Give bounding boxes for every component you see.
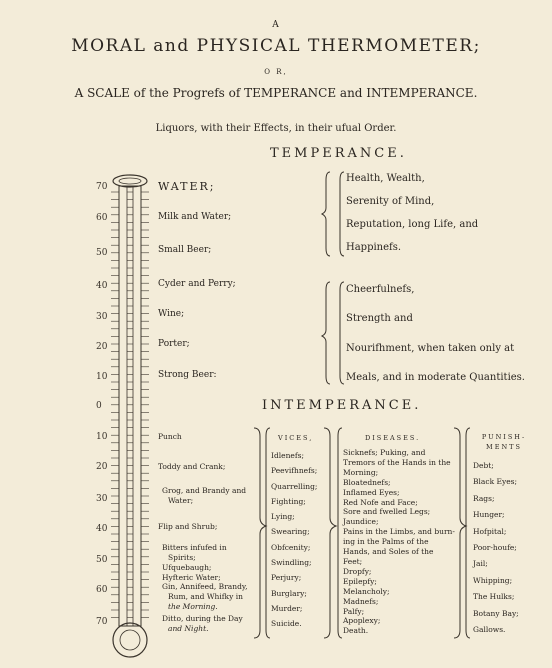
vices-list [271, 448, 317, 632]
list-item: Burglary; [271, 588, 307, 598]
scale-number: 40 [96, 524, 108, 534]
section-intemperance: INTEMPERANCE. [262, 398, 422, 413]
thermometer-frame [119, 186, 141, 626]
list-item: Death. [343, 626, 369, 636]
liquor-flip: Flip and Shrub; [158, 522, 218, 531]
list-item: Feet; [343, 556, 363, 566]
page-title: MORAL and PHYSICAL THERMOMETER; [71, 36, 481, 56]
list-item: Botany Bay; [473, 608, 519, 618]
list-item: Black Eyes; [473, 477, 518, 487]
liquor-small-beer: Small Beer; [158, 245, 212, 255]
scale-number: 40 [96, 281, 108, 291]
header-or: O R, [264, 68, 288, 76]
list-item: Inflamed Eyes; [343, 487, 400, 497]
list-item: The Hulks; [473, 592, 515, 602]
scale-number: 70 [96, 182, 108, 192]
list-item: Dropfy; [343, 566, 372, 576]
punishments-heading: PUNISH- MENTS [481, 433, 527, 451]
list-item: Palfy; [343, 606, 365, 616]
list-item: Whipping; [473, 575, 513, 585]
scale-number: 10 [96, 372, 108, 382]
scale-number: 60 [96, 585, 108, 595]
list-item: Lying; [271, 512, 295, 522]
effect-meals: Meals, and in moderate Quantities. [346, 372, 525, 383]
list-item: ing in the Palms of the [343, 537, 429, 547]
scale-number: 50 [96, 248, 108, 258]
liquor-ditto: Ditto, during the Day and Night. [162, 614, 243, 633]
list-item: Murder; [271, 603, 303, 613]
list-item: Swearing; [271, 527, 310, 537]
list-item: Epilepfy; [343, 576, 377, 586]
list-item: Pains in the Limbs, and burn- [343, 527, 455, 537]
diseases-list [343, 448, 455, 636]
list-item: Jail; [473, 559, 488, 569]
list-item: Peevifhnefs; [271, 466, 318, 476]
liquor-wine: Wine; [158, 309, 185, 319]
liquor-strong-beer: Strong Beer: [158, 370, 217, 380]
list-item: Madnefs; [343, 596, 379, 606]
list-item: Swindling; [271, 558, 312, 568]
list-item: Red Nofe and Face; [343, 497, 418, 507]
scale-number: 60 [96, 213, 108, 223]
list-item: Idlenefs; [271, 451, 305, 460]
list-item: Debt; [473, 461, 494, 470]
scale-number: 30 [96, 494, 108, 504]
list-item: Hands, and Soles of the [343, 547, 434, 557]
list-item: Perjury; [271, 573, 302, 583]
effect-cheerfulness: Cheerfulnefs, [346, 284, 415, 295]
list-item: Melancholy; [343, 586, 390, 596]
scale-number: 20 [96, 342, 108, 352]
effect-happiness: Happinefs. [346, 242, 402, 253]
list-item: Hunger; [473, 510, 505, 520]
diseases-heading: DISEASES. [365, 434, 421, 442]
liquor-milk: Milk and Water; [158, 212, 232, 222]
liquor-gin: Gin, Annifeed, Brandy, Rum, and Whifky in the Morning. [162, 582, 248, 611]
scale-number: 30 [96, 312, 108, 322]
punishments-list [473, 458, 519, 638]
liquor-toddy: Toddy and Crank; [158, 462, 226, 471]
wreath-ornament [113, 175, 147, 187]
list-item: Sore and fwelled Legs; [343, 507, 431, 517]
effect-nourishment: Nourifhment, when taken only at [346, 343, 515, 354]
header-line1: A [272, 20, 280, 30]
scale-number: 50 [96, 555, 108, 565]
section-temperance: TEMPERANCE. [270, 146, 407, 161]
list-item: Poor-houfe; [473, 543, 517, 553]
list-item: Gallows. [473, 625, 506, 635]
liquor-bitters: Bitters infufed in Spirits; Ufquebaugh; Hyfteric Water; [162, 543, 227, 582]
scale-number: 20 [96, 462, 108, 472]
effect-serenity: Serenity of Mind, [346, 196, 435, 207]
list-item: Apoplexy; [343, 616, 381, 626]
page-caption: Liquors, with their Effects, in their ufual Order. [155, 123, 397, 134]
liquor-water: WATER; [158, 180, 216, 193]
vices-heading: VICES, [278, 434, 314, 442]
thermometer-bulb [113, 623, 147, 657]
effect-reputation: Reputation, long Life, and [346, 219, 479, 230]
list-item: Fighting; [271, 496, 306, 506]
effect-health: Health, Wealth, [346, 173, 425, 184]
list-item: Quarrelling; [271, 481, 318, 491]
list-item: Morning; [343, 467, 379, 477]
list-item: Jaundice; [343, 517, 379, 527]
list-item: Hofpital; [473, 526, 507, 536]
list-item: Tremors of the Hands in the [343, 457, 451, 467]
effect-strength: Strength and [346, 313, 413, 324]
scale-number: 10 [96, 432, 108, 442]
scale-number: 70 [96, 617, 108, 627]
liquor-porter: Porter; [158, 339, 190, 349]
list-item: Sicknefs; Puking, and [343, 448, 426, 457]
liquor-punch: Punch [158, 432, 182, 441]
liquor-cyder: Cyder and Perry; [158, 279, 236, 289]
list-item: Rags; [473, 493, 495, 503]
page-subtitle: A SCALE of the Progrefs of TEMPERANCE and INTEMPERANCE. [74, 86, 478, 100]
liquor-grog: Grog, and Brandy and Water; [162, 486, 247, 505]
list-item: Bloatednefs; [343, 477, 391, 487]
list-item: Suicide. [271, 619, 302, 629]
scale-number: 0 [96, 401, 102, 411]
list-item: Obfcenity; [271, 542, 311, 552]
